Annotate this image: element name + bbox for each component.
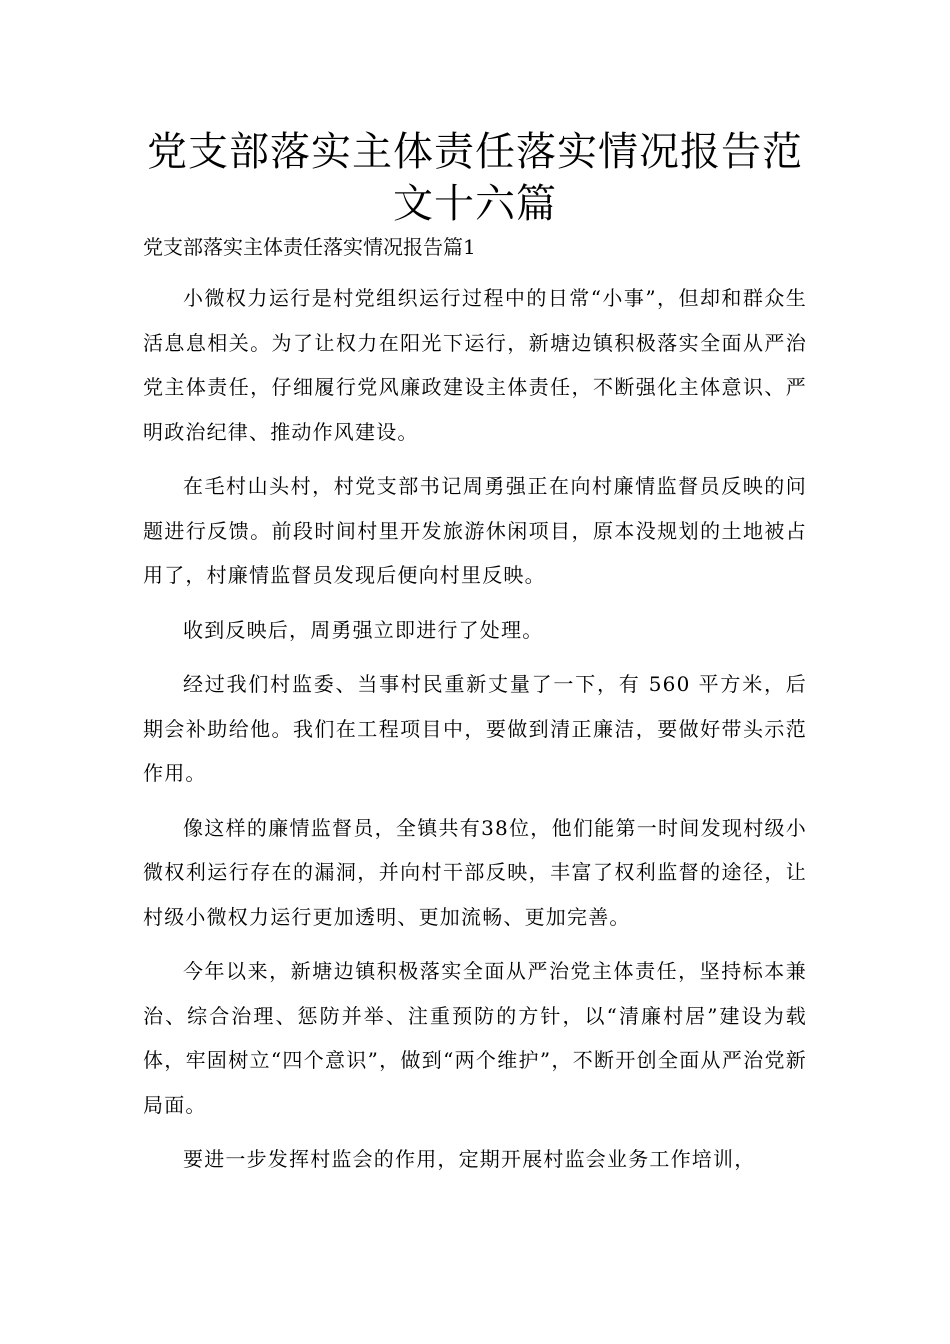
body-paragraph-6: 今年以来，新塘边镇积极落实全面从严治党主体责任，坚持标本兼治、综合治理、惩防并举、注重预防的方针，以“清廉村居”建设为载体，牢固树立“四个意识”，做到“两个维护”，不断开创全面从严治党新局面。 (143, 959, 807, 1117)
document-title: 党支部落实主体责任落实情况报告范文十六篇 (147, 129, 803, 227)
body-paragraph-5: 像这样的廉情监督员，全镇共有38位，他们能第一时间发现村级小微权利运行存在的漏洞，并向村干部反映，丰富了权利监督的途径，让村级小微权力运行更加透明、更加流畅、更加完善。 (143, 815, 807, 929)
body-paragraph-3: 收到反映后，周勇强立即进行了处理。 (183, 617, 544, 642)
body-paragraph-4: 经过我们村监委、当事村民重新丈量了一下，有 560 平方米，后期会补助给他。我们在工程项目中，要做到清正廉洁，要做好带头示范作用。 (143, 672, 807, 785)
body-paragraph-7: 要进一步发挥村监会的作用，定期开展村监会业务工作培训， (183, 1147, 756, 1171)
section-heading: 党支部落实主体责任落实情况报告篇1 (143, 235, 476, 259)
body-paragraph-1: 小微权力运行是村党组织运行过程中的日常“小事”，但却和群众生活息息相关。为了让权力在阳光下运行，新塘边镇积极落实全面从严治党主体责任，仔细履行党风廉政建设主体责任，不断强化主体意识、严明政治纪律、推动作风建设。 (143, 286, 807, 444)
body-paragraph-2: 在毛村山头村，村党支部书记周勇强正在向村廉情监督员反映的问题进行反馈。前段时间村里开发旅游休闲项目，原本没规划的土地被占用了，村廉情监督员发现后便向村里反映。 (143, 474, 807, 587)
